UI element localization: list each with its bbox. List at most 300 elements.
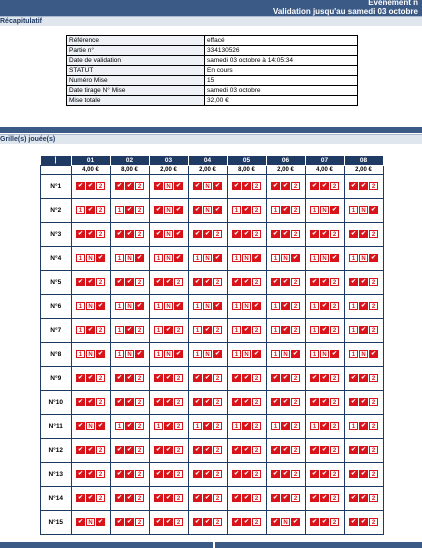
bottom-bar-separator — [213, 542, 215, 548]
checked-box-icon: ✔ — [77, 375, 84, 381]
grid-cell — [266, 390, 305, 414]
checked-box-icon: ✔ — [233, 375, 240, 381]
option-box-1: 1 — [271, 254, 280, 262]
grid-cell — [344, 438, 383, 462]
option-box-2: 2 — [330, 470, 339, 478]
grid-cell — [110, 510, 149, 534]
grid-row — [41, 246, 384, 270]
checked-box-icon: ✔ — [194, 183, 201, 189]
checked-box-icon: ✔ — [272, 231, 279, 237]
grid-cell — [71, 318, 110, 342]
recap-value: effacé — [205, 36, 358, 46]
grid-cell — [188, 486, 227, 510]
checked-box-icon: ✔ — [311, 495, 318, 501]
option-box-1: 1 — [232, 422, 241, 430]
checked-box-icon: ✔ — [282, 207, 289, 213]
grid-row-label: N°11 — [41, 414, 72, 438]
option-box-n: N — [359, 206, 368, 214]
grid-cell — [305, 246, 344, 270]
option-box-2: 2 — [135, 518, 144, 526]
checked-box-icon: ✔ — [243, 471, 250, 477]
checked-box-icon: ✔ — [350, 399, 357, 405]
grid-row — [41, 486, 384, 510]
checked-box-icon: ✔ — [350, 495, 357, 501]
checked-box-icon: ✔ — [116, 447, 123, 453]
option-box-n: N — [203, 182, 212, 190]
grid-cell — [149, 294, 188, 318]
checked-box-icon: ✔ — [243, 183, 250, 189]
option-box-1: 1 — [232, 254, 241, 262]
grid-cell — [71, 198, 110, 222]
checked-box-icon: ✔ — [360, 231, 367, 237]
checked-box-icon: ✔ — [194, 471, 201, 477]
grid-cell — [227, 438, 266, 462]
option-box-2: 2 — [291, 206, 300, 214]
grid-cell — [266, 222, 305, 246]
option-box-2: 2 — [369, 182, 378, 190]
checked-box-icon: ✔ — [282, 303, 289, 309]
option-box-2: 2 — [174, 326, 183, 334]
grid-column-header: 06 — [266, 156, 305, 166]
option-box-2: 2 — [291, 278, 300, 286]
grid-column-amount: 8,00 € — [110, 165, 149, 174]
checked-box-icon: ✔ — [155, 207, 162, 213]
option-box-2: 2 — [369, 518, 378, 526]
option-box-n: N — [164, 182, 173, 190]
checked-box-icon: ✔ — [360, 279, 367, 285]
option-box-1: 1 — [349, 326, 358, 334]
checked-box-icon: ✔ — [321, 231, 328, 237]
option-box-1: 1 — [193, 302, 202, 310]
recap-value: 32,00 € — [205, 96, 358, 106]
grid-cell — [227, 222, 266, 246]
checked-box-icon: ✔ — [331, 207, 338, 213]
option-box-2: 2 — [96, 494, 105, 502]
option-box-2: 2 — [135, 470, 144, 478]
recap-table — [66, 35, 358, 106]
grid-cell — [227, 462, 266, 486]
option-box-2: 2 — [213, 398, 222, 406]
option-box-1: 1 — [349, 350, 358, 358]
option-box-2: 2 — [213, 230, 222, 238]
checked-box-icon: ✔ — [165, 423, 172, 429]
grid-row — [41, 366, 384, 390]
option-box-1: 1 — [349, 254, 358, 262]
checked-box-icon: ✔ — [243, 423, 250, 429]
checked-box-icon: ✔ — [165, 375, 172, 381]
option-box-2: 2 — [291, 446, 300, 454]
checked-box-icon: ✔ — [311, 399, 318, 405]
grid-cell — [266, 414, 305, 438]
checked-box-icon: ✔ — [97, 351, 104, 357]
option-box-2: 2 — [330, 182, 339, 190]
option-box-2: 2 — [330, 230, 339, 238]
checked-box-icon: ✔ — [204, 471, 211, 477]
option-box-2: 2 — [96, 206, 105, 214]
grid-row-label: N°4 — [41, 246, 72, 270]
option-box-n: N — [242, 254, 251, 262]
checked-box-icon: ✔ — [370, 255, 377, 261]
checked-box-icon: ✔ — [87, 279, 94, 285]
checked-box-icon: ✔ — [272, 495, 279, 501]
checked-box-icon: ✔ — [360, 183, 367, 189]
option-box-2: 2 — [213, 326, 222, 334]
grid-row — [41, 414, 384, 438]
recap-row — [67, 36, 358, 46]
grid-cell — [188, 246, 227, 270]
grid-column-header: 07 — [305, 156, 344, 166]
checked-box-icon: ✔ — [331, 351, 338, 357]
option-box-n: N — [86, 422, 95, 430]
grid-cell — [344, 174, 383, 198]
checked-box-icon: ✔ — [243, 399, 250, 405]
checked-box-icon: ✔ — [87, 375, 94, 381]
checked-box-icon: ✔ — [233, 279, 240, 285]
checked-box-icon: ✔ — [155, 495, 162, 501]
checked-box-icon: ✔ — [253, 255, 260, 261]
option-box-2: 2 — [96, 374, 105, 382]
option-box-2: 2 — [369, 302, 378, 310]
recap-value: samedi 03 octobre à 14:05:34 — [205, 56, 358, 66]
checked-box-icon: ✔ — [214, 183, 221, 189]
checked-box-icon: ✔ — [350, 447, 357, 453]
option-box-2: 2 — [252, 374, 261, 382]
checked-box-icon: ✔ — [204, 447, 211, 453]
checked-box-icon: ✔ — [77, 183, 84, 189]
grid-cell — [344, 390, 383, 414]
option-box-n: N — [203, 206, 212, 214]
grid-cell — [149, 510, 188, 534]
grid-amount-corner — [41, 165, 72, 174]
grid-row-label: N°15 — [41, 510, 72, 534]
checked-box-icon: ✔ — [233, 399, 240, 405]
grid-cell — [188, 390, 227, 414]
checked-box-icon: ✔ — [97, 255, 104, 261]
checked-box-icon: ✔ — [243, 375, 250, 381]
checked-box-icon: ✔ — [253, 351, 260, 357]
grid-cell — [149, 222, 188, 246]
grid-cell — [344, 270, 383, 294]
option-box-2: 2 — [330, 326, 339, 334]
option-box-n: N — [281, 350, 290, 358]
checked-box-icon: ✔ — [243, 519, 250, 525]
option-box-2: 2 — [291, 470, 300, 478]
option-box-1: 1 — [115, 350, 124, 358]
grid-row-label: N°10 — [41, 390, 72, 414]
grid-cell — [188, 318, 227, 342]
checked-box-icon: ✔ — [116, 399, 123, 405]
checked-box-icon: ✔ — [175, 231, 182, 237]
validation-deadline: Validation jusqu'au samedi 03 octobre — [272, 7, 418, 16]
checked-box-icon: ✔ — [243, 495, 250, 501]
checked-box-icon: ✔ — [175, 183, 182, 189]
checked-box-icon: ✔ — [282, 183, 289, 189]
checked-box-icon: ✔ — [360, 375, 367, 381]
grid-cell — [305, 294, 344, 318]
grid-cell — [110, 246, 149, 270]
option-box-1: 1 — [76, 302, 85, 310]
checked-box-icon: ✔ — [87, 495, 94, 501]
option-box-1: 1 — [76, 254, 85, 262]
checked-box-icon: ✔ — [331, 255, 338, 261]
grid-cell — [110, 318, 149, 342]
checked-box-icon: ✔ — [321, 447, 328, 453]
checked-box-icon: ✔ — [165, 519, 172, 525]
checked-box-icon: ✔ — [204, 231, 211, 237]
grid-row-label: N°14 — [41, 486, 72, 510]
grid-cell — [110, 438, 149, 462]
option-box-2: 2 — [135, 182, 144, 190]
checked-box-icon: ✔ — [126, 471, 133, 477]
grid-cell — [227, 390, 266, 414]
checked-box-icon: ✔ — [126, 519, 133, 525]
grid-cell — [188, 174, 227, 198]
grids-table — [40, 155, 384, 535]
option-box-2: 2 — [252, 470, 261, 478]
checked-box-icon: ✔ — [321, 327, 328, 333]
checked-box-icon: ✔ — [116, 471, 123, 477]
option-box-n: N — [164, 230, 173, 238]
grid-cell — [305, 174, 344, 198]
option-box-n: N — [86, 350, 95, 358]
option-box-2: 2 — [291, 422, 300, 430]
option-box-2: 2 — [174, 446, 183, 454]
option-box-2: 2 — [291, 326, 300, 334]
checked-box-icon: ✔ — [272, 279, 279, 285]
grid-cell — [188, 342, 227, 366]
option-box-1: 1 — [76, 206, 85, 214]
option-box-1: 1 — [310, 254, 319, 262]
grid-row-label: N°1 — [41, 174, 72, 198]
option-box-n: N — [164, 254, 173, 262]
checked-box-icon: ✔ — [77, 447, 84, 453]
checked-box-icon: ✔ — [77, 231, 84, 237]
option-box-1: 1 — [349, 422, 358, 430]
grid-column-amount: 2,00 € — [149, 165, 188, 174]
option-box-1: 1 — [232, 206, 241, 214]
option-box-2: 2 — [135, 230, 144, 238]
grid-cell — [110, 366, 149, 390]
grid-cell — [305, 342, 344, 366]
grid-cell — [149, 390, 188, 414]
grid-cell — [149, 366, 188, 390]
grid-row-label: N°12 — [41, 438, 72, 462]
checked-box-icon: ✔ — [311, 447, 318, 453]
checked-box-icon: ✔ — [77, 399, 84, 405]
checked-box-icon: ✔ — [155, 519, 162, 525]
option-box-2: 2 — [369, 494, 378, 502]
grid-cell — [149, 174, 188, 198]
recap-label: STATUT — [67, 66, 205, 76]
grid-column-header: 01 — [71, 156, 110, 166]
checked-box-icon: ✔ — [272, 183, 279, 189]
checked-box-icon: ✔ — [321, 279, 328, 285]
checked-box-icon: ✔ — [136, 303, 143, 309]
grid-cell — [71, 246, 110, 270]
option-box-2: 2 — [252, 278, 261, 286]
option-box-2: 2 — [369, 422, 378, 430]
checked-box-icon: ✔ — [155, 375, 162, 381]
checked-box-icon: ✔ — [272, 399, 279, 405]
checked-box-icon: ✔ — [282, 399, 289, 405]
option-box-n: N — [320, 206, 329, 214]
option-box-1: 1 — [310, 422, 319, 430]
grid-column-amount: 8,00 € — [227, 165, 266, 174]
grid-cell — [71, 438, 110, 462]
checked-box-icon: ✔ — [272, 447, 279, 453]
option-box-1: 1 — [193, 326, 202, 334]
option-box-2: 2 — [135, 374, 144, 382]
option-box-n: N — [281, 518, 290, 526]
option-box-2: 2 — [369, 278, 378, 286]
option-box-n: N — [320, 254, 329, 262]
checked-box-icon: ✔ — [204, 327, 211, 333]
checked-box-icon: ✔ — [87, 471, 94, 477]
checked-box-icon: ✔ — [194, 207, 201, 213]
checked-box-icon: ✔ — [321, 303, 328, 309]
option-box-2: 2 — [213, 518, 222, 526]
recap-label: Partie n° — [67, 46, 205, 56]
grid-cell — [266, 198, 305, 222]
checked-box-icon: ✔ — [126, 399, 133, 405]
option-box-1: 1 — [115, 206, 124, 214]
grid-cell — [71, 222, 110, 246]
option-box-n: N — [125, 302, 134, 310]
grid-row-label: N°3 — [41, 222, 72, 246]
grid-cell — [227, 318, 266, 342]
option-box-n: N — [86, 254, 95, 262]
recap-label: Date de validation — [67, 56, 205, 66]
grid-row-label: N°7 — [41, 318, 72, 342]
option-box-1: 1 — [310, 326, 319, 334]
option-box-2: 2 — [291, 398, 300, 406]
grid-cell — [71, 510, 110, 534]
event-title: Evénement n — [368, 0, 418, 7]
option-box-n: N — [203, 302, 212, 310]
option-box-2: 2 — [330, 398, 339, 406]
option-box-1: 1 — [154, 422, 163, 430]
option-box-1: 1 — [349, 302, 358, 310]
grid-row — [41, 174, 384, 198]
grid-cell — [149, 462, 188, 486]
checked-box-icon: ✔ — [116, 183, 123, 189]
option-box-2: 2 — [135, 278, 144, 286]
checked-box-icon: ✔ — [204, 423, 211, 429]
grid-column-header: 03 — [149, 156, 188, 166]
grid-cell — [305, 198, 344, 222]
checked-box-icon: ✔ — [272, 375, 279, 381]
option-box-2: 2 — [369, 398, 378, 406]
grid-cell — [266, 318, 305, 342]
option-box-2: 2 — [213, 494, 222, 502]
checked-box-icon: ✔ — [155, 231, 162, 237]
grid-column-amount: 2,00 € — [266, 165, 305, 174]
checked-box-icon: ✔ — [311, 519, 318, 525]
option-box-1: 1 — [115, 422, 124, 430]
option-box-2: 2 — [174, 494, 183, 502]
checked-box-icon: ✔ — [87, 207, 94, 213]
checked-box-icon: ✔ — [194, 279, 201, 285]
option-box-2: 2 — [96, 278, 105, 286]
checked-box-icon: ✔ — [194, 231, 201, 237]
grid-cell — [227, 174, 266, 198]
checked-box-icon: ✔ — [282, 231, 289, 237]
grid-cell — [344, 222, 383, 246]
grid-cell — [149, 414, 188, 438]
grid-cell — [344, 366, 383, 390]
grid-cell — [188, 414, 227, 438]
checked-box-icon: ✔ — [204, 519, 211, 525]
checked-box-icon: ✔ — [126, 423, 133, 429]
checked-box-icon: ✔ — [233, 471, 240, 477]
grid-row — [41, 198, 384, 222]
option-box-n: N — [164, 302, 173, 310]
bottom-bar — [0, 542, 422, 548]
grid-corner-header: | — [41, 156, 72, 166]
checked-box-icon: ✔ — [350, 519, 357, 525]
checked-box-icon: ✔ — [155, 471, 162, 477]
option-box-1: 1 — [271, 326, 280, 334]
option-box-2: 2 — [369, 470, 378, 478]
grid-row — [41, 222, 384, 246]
checked-box-icon: ✔ — [360, 303, 367, 309]
checked-box-icon: ✔ — [282, 471, 289, 477]
checked-box-icon: ✔ — [155, 447, 162, 453]
grid-cell — [149, 438, 188, 462]
checked-box-icon: ✔ — [282, 447, 289, 453]
recap-label: Mise totale — [67, 96, 205, 106]
option-box-2: 2 — [135, 446, 144, 454]
option-box-2: 2 — [330, 494, 339, 502]
checked-box-icon: ✔ — [97, 303, 104, 309]
option-box-2: 2 — [213, 422, 222, 430]
grid-row — [41, 342, 384, 366]
option-box-1: 1 — [271, 206, 280, 214]
grid-column-header: 08 — [344, 156, 383, 166]
recap-label: Référence — [67, 36, 205, 46]
grid-cell — [227, 294, 266, 318]
option-box-2: 2 — [291, 230, 300, 238]
option-box-1: 1 — [310, 350, 319, 358]
option-box-1: 1 — [310, 302, 319, 310]
option-box-2: 2 — [252, 206, 261, 214]
checked-box-icon: ✔ — [243, 447, 250, 453]
grid-cell — [305, 270, 344, 294]
grid-cell — [149, 246, 188, 270]
option-box-1: 1 — [115, 302, 124, 310]
grid-cell — [344, 318, 383, 342]
section-divider — [0, 127, 422, 133]
top-header-bar — [0, 0, 422, 16]
recap-value: samedi 03 octobre — [205, 86, 358, 96]
checked-box-icon: ✔ — [77, 423, 84, 429]
option-box-2: 2 — [252, 494, 261, 502]
option-box-2: 2 — [369, 446, 378, 454]
grid-cell — [344, 342, 383, 366]
checked-box-icon: ✔ — [360, 327, 367, 333]
option-box-n: N — [242, 350, 251, 358]
option-box-2: 2 — [135, 494, 144, 502]
checked-box-icon: ✔ — [126, 183, 133, 189]
grid-cell — [188, 510, 227, 534]
grid-cell — [344, 486, 383, 510]
checked-box-icon: ✔ — [77, 519, 84, 525]
checked-box-icon: ✔ — [214, 255, 221, 261]
recap-row — [67, 86, 358, 96]
option-box-1: 1 — [76, 326, 85, 334]
option-box-1: 1 — [271, 302, 280, 310]
checked-box-icon: ✔ — [87, 327, 94, 333]
